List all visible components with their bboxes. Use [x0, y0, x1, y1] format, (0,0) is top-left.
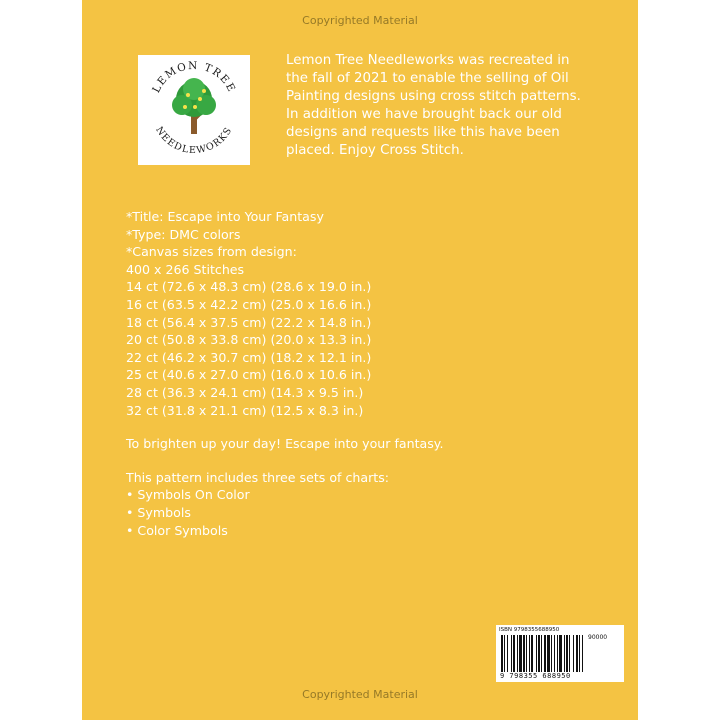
size-row: 14 ct (72.6 x 48.3 cm) (28.6 x 19.0 in.) [126, 279, 372, 295]
price-code: 90000 [588, 634, 608, 641]
lemon-tree-logo [138, 55, 250, 165]
copyright-watermark-top: Copyrighted Material [302, 14, 418, 27]
chart-item: • Symbols On Color [126, 487, 250, 503]
logo-text-top: LEMON TREE [150, 59, 238, 95]
size-row: 20 ct (50.8 x 33.8 cm) (20.0 x 13.3 in.) [126, 332, 372, 348]
size-row: 28 ct (36.3 x 24.1 cm) (14.3 x 9.5 in.) [126, 384, 364, 400]
logo-text-bottom: NEEDLEWORKS [153, 124, 235, 157]
tagline: To brighten up your day! Escape into your fantasy. [126, 436, 444, 452]
chart-item: • Symbols [126, 504, 191, 520]
barcode-bars [501, 635, 619, 672]
isbn-barcode [496, 625, 624, 682]
pattern-type: *Type: DMC colors [126, 226, 241, 242]
size-row: 18 ct (56.4 x 37.5 cm) (22.2 x 14.8 in.) [126, 314, 372, 330]
isbn-number: 9 798355 688950 [500, 672, 571, 680]
size-row: 16 ct (63.5 x 42.2 cm) (25.0 x 16.6 in.) [126, 296, 372, 312]
chart-item: • Color Symbols [126, 522, 228, 538]
pattern-details [126, 208, 586, 539]
copyright-watermark-bottom: Copyrighted Material [302, 688, 418, 701]
isbn-label: ISBN 9798355688950 [499, 627, 560, 633]
size-row: 32 ct (31.8 x 21.1 cm) (12.5 x 8.3 in.) [126, 402, 364, 418]
canvas-sizes-heading: *Canvas sizes from design: [126, 244, 297, 260]
charts-heading: This pattern includes three sets of charts: [126, 469, 390, 485]
book-back-cover [82, 0, 638, 720]
size-row: 25 ct (40.6 x 27.0 cm) (16.0 x 10.6 in.) [126, 367, 372, 383]
pattern-title: *Title: Escape into Your Fantasy [126, 209, 324, 224]
intro-paragraph: Lemon Tree Needleworks was recreated in the fall of 2021 to enable the selling of Oil Painting designs using cross stitch patterns. In addition we have brought back our old designs and requests like this have been placed. Enjoy Cross Stitch. [286, 53, 581, 158]
lemon-tree-icon [138, 55, 250, 165]
size-row: 22 ct (46.2 x 30.7 cm) (18.2 x 12.1 in.) [126, 349, 372, 365]
stitch-count: 400 x 266 Stitches [126, 261, 245, 277]
